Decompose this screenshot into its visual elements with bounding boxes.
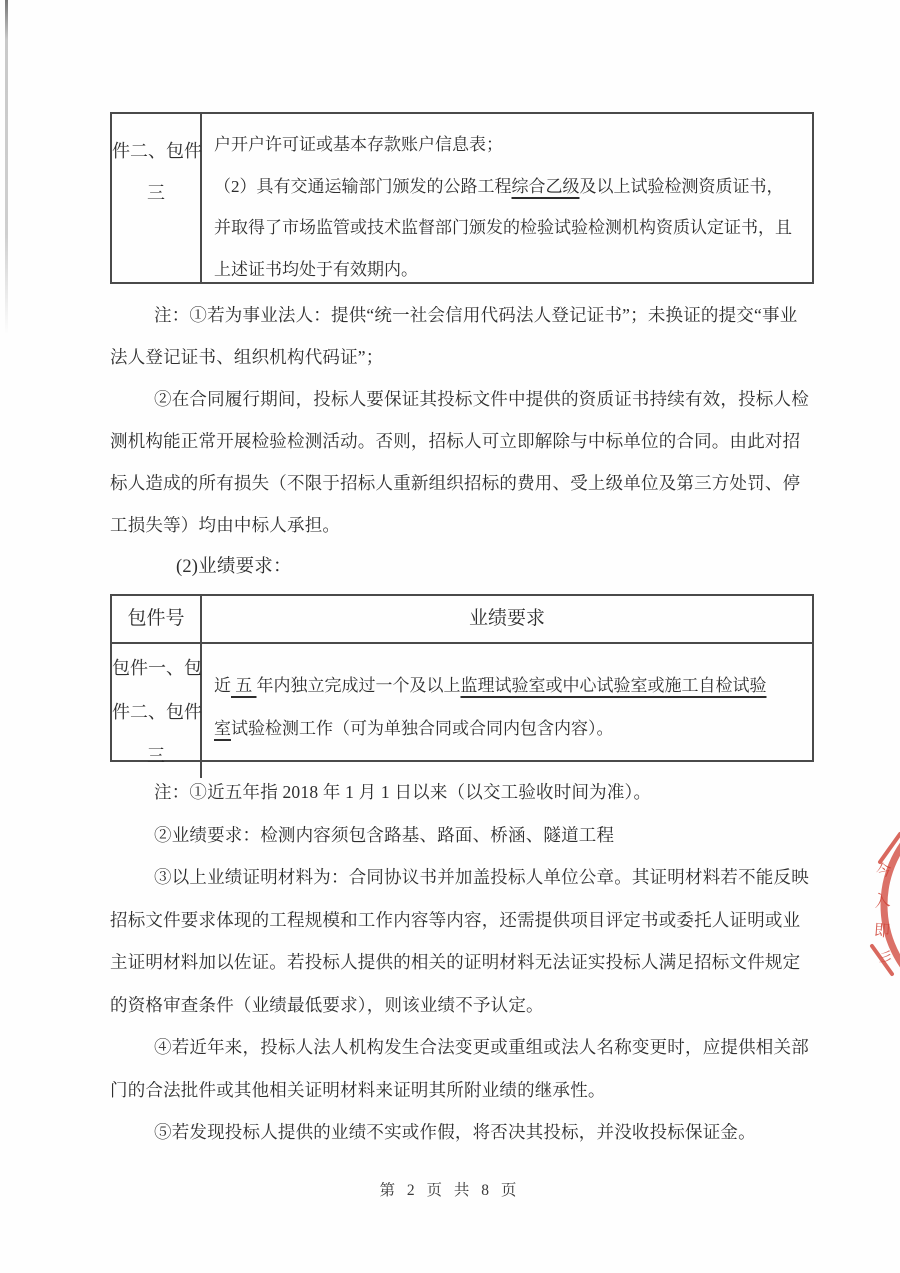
requirement-line — [214, 166, 800, 208]
requirement-text: 年内独立完成过一个及以上 — [256, 676, 461, 695]
seal-glyph: 入 — [873, 892, 891, 911]
qualification-table — [110, 112, 814, 284]
requirement-text: 近 — [214, 676, 231, 695]
note-line: ②业绩要求：检测内容须包含路基、路面、桥涵、隧道工程 — [154, 824, 615, 845]
note-line: ⑤若发现投标人提供的业绩不实或作假，将否决其投标，并没收投标保证金。 — [154, 1122, 756, 1142]
performance-notes — [110, 771, 816, 1154]
requirement-line — [214, 707, 800, 750]
performance-table — [110, 594, 814, 766]
performance-table-header — [112, 596, 812, 644]
header-package-number: 包件号 — [112, 596, 202, 642]
scan-artifact-line — [5, 0, 8, 335]
performance-section-heading: (2)业绩要求： — [176, 557, 292, 577]
note-line: ②在合同履行期间，投标人要保证其投标文件中提供的资质证书持续有效，投标人检 — [154, 389, 809, 409]
requirement-text: 试验检测工作（可为单独合同或合同内包含内容）。 — [231, 719, 614, 738]
note-line: 招标文件要求体现的工程规模和工作内容等内容，还需提供项目评定书或委托人证明或业 — [110, 909, 801, 930]
header-performance-requirement: 业绩要求 — [468, 608, 545, 629]
note-line: 测机构能正常开展检验检测活动。否则，招标人可立即解除与中标单位的合同。由此对招 — [110, 431, 801, 451]
note-line: 的资格审查条件（业绩最低要求），则该业绩不予认定。 — [110, 994, 544, 1015]
underlined-scope-text: 室 — [214, 719, 231, 738]
requirement-text: （2）具有交通运输部门颁发的公路工程 — [214, 176, 512, 196]
package-number-cell — [112, 114, 202, 282]
performance-requirement-cell — [202, 644, 812, 778]
page-footer: 第 2 页 共 8 页 — [379, 1182, 521, 1199]
note-line: 标人造成的所有损失（不限于招标人重新组织招标的费用、受上级单位及第三方处罚、停 — [110, 473, 801, 493]
underlined-scope-text: 监理试验室或中心试验室或施工自检试验 — [460, 676, 767, 695]
note-line: 法人登记证书、组织机构代码证”； — [110, 347, 384, 367]
qualification-requirement-cell — [202, 114, 812, 282]
requirement-line: 户开户许可证或基本存款账户信息表； — [214, 135, 503, 154]
note-line: 注：①若为事业法人：提供“统一社会信用代码法人登记证书”；未换证的提交“事业 — [154, 305, 798, 325]
seal-glyph: 今 — [874, 861, 894, 882]
note-line: 工损失等）均由中标人承担。 — [110, 515, 341, 535]
note-line: 主证明材料加以佐证。若投标人提供的相关的证明材料无法证实投标人满足招标文件规定 — [110, 952, 801, 972]
package-number-text: 件二、包件 — [112, 141, 202, 161]
package-number-text: 包件一、包 — [112, 658, 202, 678]
red-seal-stamp — [860, 826, 900, 984]
requirement-line: 上述证书均处于有效期内。 — [214, 259, 418, 279]
requirement-line — [214, 664, 800, 707]
package-number-cell — [112, 644, 202, 778]
requirement-text: 及以上试验检测资质证书， — [579, 176, 784, 196]
note-line: 注：①近五年指 2018 年 1 月 1 日以来（以交工验收时间为准）。 — [154, 782, 652, 802]
performance-table-row — [112, 644, 812, 778]
underlined-grade-text: 综合乙级 — [511, 176, 580, 196]
package-number-text: 三 — [147, 746, 165, 766]
note-line: ④若近年来，投标人法人机构发生合法变更或重组或法人名称变更时，应提供相关部 — [154, 1037, 809, 1057]
seal-glyph: 彡 — [876, 948, 895, 968]
red-seal-graphic — [860, 826, 900, 984]
note-line: 门的合法批件或其他相关证明材料来证明其所附业绩的继承性。 — [110, 1079, 606, 1100]
underlined-years-text: 五 — [231, 676, 257, 695]
requirement-line: 并取得了市场监管或技术监督部门颁发的检验试验检测机构资质认定证书，且 — [214, 218, 792, 237]
package-number-text: 三 — [147, 183, 165, 203]
seal-glyph: 即 — [873, 922, 891, 941]
qualification-notes — [110, 294, 816, 588]
note-line: ③以上业绩证明材料为：合同协议书并加盖投标人单位公章。其证明材料若不能反映 — [154, 867, 809, 887]
package-number-text: 件二、包件 — [112, 702, 202, 722]
